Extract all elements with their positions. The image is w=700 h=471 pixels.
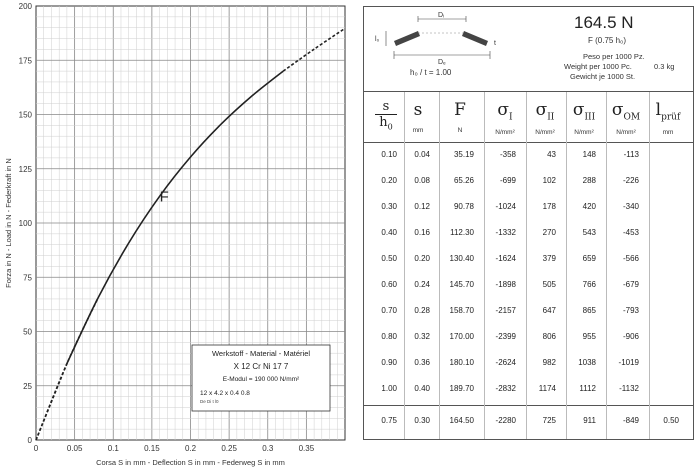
- table-cell: 145.70: [449, 280, 474, 289]
- column-divider: [526, 92, 527, 439]
- table-cell: 164.50: [449, 416, 474, 425]
- x-tick-label: 0.1: [107, 444, 119, 453]
- table-cell: 0.16: [414, 228, 430, 237]
- table-cell: -2280: [495, 416, 516, 425]
- table-cell: -1024: [495, 202, 516, 211]
- column-header-symbol: $\sigma_I$: [497, 100, 513, 123]
- x-tick-label: 0.2: [184, 444, 197, 453]
- table-cell: -566: [622, 254, 639, 263]
- dim-de-label: Dₑ: [438, 59, 446, 66]
- table-cell: 170.00: [449, 332, 474, 341]
- column-header: [562, 100, 606, 136]
- x-tick-label: 0.15: [144, 444, 160, 453]
- table-cell: 505: [542, 280, 556, 289]
- table-cell: -2399: [495, 332, 516, 341]
- material-name: X 12 Cr Ni 17 7: [233, 362, 289, 371]
- summary-divider: [364, 405, 693, 406]
- column-header-unit: N/mm²: [616, 129, 636, 137]
- table-cell: 1112: [579, 384, 596, 393]
- table-row: [364, 145, 693, 165]
- table-cell: 178: [542, 202, 556, 211]
- column-header-unit: N/mm²: [535, 129, 555, 137]
- table-cell: -113: [623, 150, 639, 159]
- table-cell: -226: [622, 176, 639, 185]
- y-tick-label: 175: [18, 56, 32, 66]
- column-divider: [606, 92, 607, 439]
- column-header-symbol: s: [413, 100, 423, 120]
- column-header-symbol: $\sigma_{OM}$: [611, 100, 641, 123]
- dim-di-label: Dᵢ: [438, 12, 445, 19]
- table-cell: 0.75: [381, 416, 397, 425]
- table-row: [364, 171, 693, 191]
- column-divider: [566, 92, 567, 439]
- table-cell: 0.28: [414, 306, 430, 315]
- table-cell: 420: [582, 202, 596, 211]
- table-row: [364, 301, 693, 321]
- table-row: [364, 249, 693, 269]
- table-cell: 543: [582, 228, 596, 237]
- column-divider: [439, 92, 440, 439]
- column-header: [483, 100, 527, 136]
- table-cell: 1038: [578, 358, 596, 367]
- table-cell: 725: [542, 416, 556, 425]
- table-cell: 0.20: [414, 254, 430, 263]
- table-cell: 0.50: [381, 254, 397, 263]
- table-cell: -793: [622, 306, 639, 315]
- x-axis-title: Corsa S in mm - Deflection S in mm - Federweg S in mm: [96, 458, 285, 467]
- table-cell: 90.78: [453, 202, 474, 211]
- table-cell: -679: [622, 280, 639, 289]
- table-row: [364, 353, 693, 373]
- table-cell: 379: [542, 254, 556, 263]
- x-tick-label: 0: [33, 444, 39, 453]
- table-cell: 0.90: [381, 358, 397, 367]
- table-cell: -2624: [495, 358, 516, 367]
- table-row: [364, 327, 693, 347]
- table-cell: -849: [622, 416, 639, 425]
- weight-label: Weight per 1000 Pc.: [564, 62, 632, 71]
- ratio-label: h₀ / t = 1.00: [410, 68, 452, 77]
- column-header: [396, 100, 440, 134]
- x-tick-label: 0.05: [66, 444, 83, 453]
- table-cell: 0.30: [381, 202, 397, 211]
- table-cell: 955: [582, 332, 596, 341]
- table-cell: -2157: [495, 306, 516, 315]
- table-row: [364, 379, 693, 399]
- table-cell: 0.60: [381, 280, 397, 289]
- table-cell: 130.40: [449, 254, 474, 263]
- table-cell: -699: [499, 176, 516, 185]
- table-cell: -1332: [495, 228, 516, 237]
- table-cell: 1.00: [381, 384, 397, 393]
- column-header: [438, 100, 482, 134]
- force-subtitle: F (0.75 h₀): [588, 36, 626, 45]
- column-header-symbol: $\sigma_{III}$: [572, 100, 596, 123]
- table-cell: 158.70: [449, 306, 474, 315]
- column-divider: [484, 92, 485, 439]
- y-tick-label: 75: [23, 273, 32, 283]
- force-value: 164.5 N: [574, 13, 634, 32]
- table-cell: 911: [583, 416, 596, 425]
- table-cell: 0.08: [414, 176, 430, 185]
- column-header-symbol: s $h_0$: [364, 100, 408, 136]
- y-tick-label: 100: [18, 219, 32, 228]
- column-divider: [404, 92, 405, 439]
- table-cell: 0.80: [381, 332, 397, 341]
- table-cell: 0.50: [663, 416, 679, 425]
- column-header: [604, 100, 648, 136]
- table-cell: -453: [622, 228, 639, 237]
- table-cell: -2832: [495, 384, 516, 393]
- table-cell: 0.12: [414, 202, 430, 211]
- column-header: [646, 100, 690, 136]
- table-cell: 659: [582, 254, 596, 263]
- table-cell: 0.10: [381, 150, 397, 159]
- table-cell: 43: [547, 150, 556, 159]
- table-cell: -1019: [618, 358, 639, 367]
- table-cell: 180.10: [449, 358, 474, 367]
- series-label: F: [159, 188, 169, 206]
- table-cell: -1898: [495, 280, 516, 289]
- table-cell: -1624: [495, 254, 516, 263]
- y-tick-label: 150: [18, 110, 32, 120]
- table-cell: 865: [582, 306, 596, 315]
- column-header: [523, 100, 567, 136]
- column-header-symbol: F: [454, 100, 466, 120]
- table-cell: -1132: [619, 384, 639, 393]
- table-cell: 270: [542, 228, 556, 237]
- column-divider: [649, 92, 650, 439]
- column-header-unit: mm: [412, 127, 424, 134]
- y-tick-label: 0: [27, 436, 32, 445]
- spec-header: [364, 7, 693, 92]
- material-title: Werkstoff - Material - Matériel: [211, 349, 311, 358]
- table-row: [364, 197, 693, 217]
- table-header: [364, 92, 693, 143]
- column-header-unit: N: [457, 127, 463, 134]
- table-cell: 647: [542, 306, 556, 315]
- dim-t-label: t: [494, 40, 496, 47]
- table-cell: 148: [582, 150, 596, 159]
- column-header-unit: mm: [662, 129, 674, 137]
- table-cell: -358: [499, 150, 516, 159]
- material-dims: 12 x 4.2 x 0.4 0.8: [200, 390, 250, 397]
- table-cell: 0.04: [414, 150, 430, 159]
- x-tick-label: 0.25: [221, 444, 237, 453]
- table-cell: 766: [582, 280, 596, 289]
- table-cell: 0.20: [381, 176, 397, 185]
- table-cell: 288: [582, 176, 596, 185]
- y-axis-title: Forza in N - Load in N - Federkraft in N: [4, 158, 13, 288]
- table-row: [364, 275, 693, 295]
- x-tick-label: 0.35: [298, 444, 315, 453]
- table-cell: 806: [542, 332, 556, 341]
- table-cell: -340: [622, 202, 639, 211]
- peso-label: Peso per 1000 Pz.: [583, 52, 645, 61]
- table-cell: 1174: [538, 384, 556, 393]
- table-cell: 0.32: [414, 332, 430, 341]
- material-dims-labels: De Di t l0: [200, 399, 219, 404]
- summary-row-values: [364, 411, 693, 431]
- gewicht-label: Gewicht je 1000 St.: [570, 72, 636, 81]
- spec-panel: [363, 6, 694, 440]
- table-cell: 0.30: [414, 416, 430, 425]
- y-tick-label: 125: [18, 164, 32, 174]
- table-row: [364, 223, 693, 243]
- table-cell: 0.24: [414, 280, 430, 289]
- dim-l0-label: l₀: [375, 36, 380, 43]
- x-tick-label: 0.3: [262, 444, 274, 453]
- column-header-unit: N/mm²: [574, 129, 594, 137]
- material-emodul: E-Modul = 190 000 N/mm²: [222, 376, 300, 383]
- y-tick-label: 200: [18, 2, 32, 11]
- table-cell: 35.19: [453, 150, 474, 159]
- weight-value: 0.3 kg: [654, 62, 675, 71]
- table-cell: 0.36: [414, 358, 430, 367]
- table-cell: 112.30: [450, 228, 474, 237]
- column-header-unit: N/mm²: [495, 129, 515, 137]
- y-tick-label: 25: [23, 381, 32, 391]
- table-cell: 982: [542, 358, 556, 367]
- table-cell: 0.40: [414, 384, 430, 393]
- column-header-symbol: $\sigma_{II}$: [535, 100, 555, 123]
- column-header-symbol: $l_{prüf}$: [655, 100, 681, 123]
- y-tick-label: 50: [23, 327, 32, 337]
- table-cell: 0.40: [381, 228, 397, 237]
- table-cell: 0.70: [381, 306, 397, 315]
- table-cell: 102: [542, 176, 556, 185]
- table-cell: 189.70: [449, 384, 474, 393]
- table-cell: 65.26: [453, 176, 474, 185]
- table-cell: -906: [622, 332, 639, 341]
